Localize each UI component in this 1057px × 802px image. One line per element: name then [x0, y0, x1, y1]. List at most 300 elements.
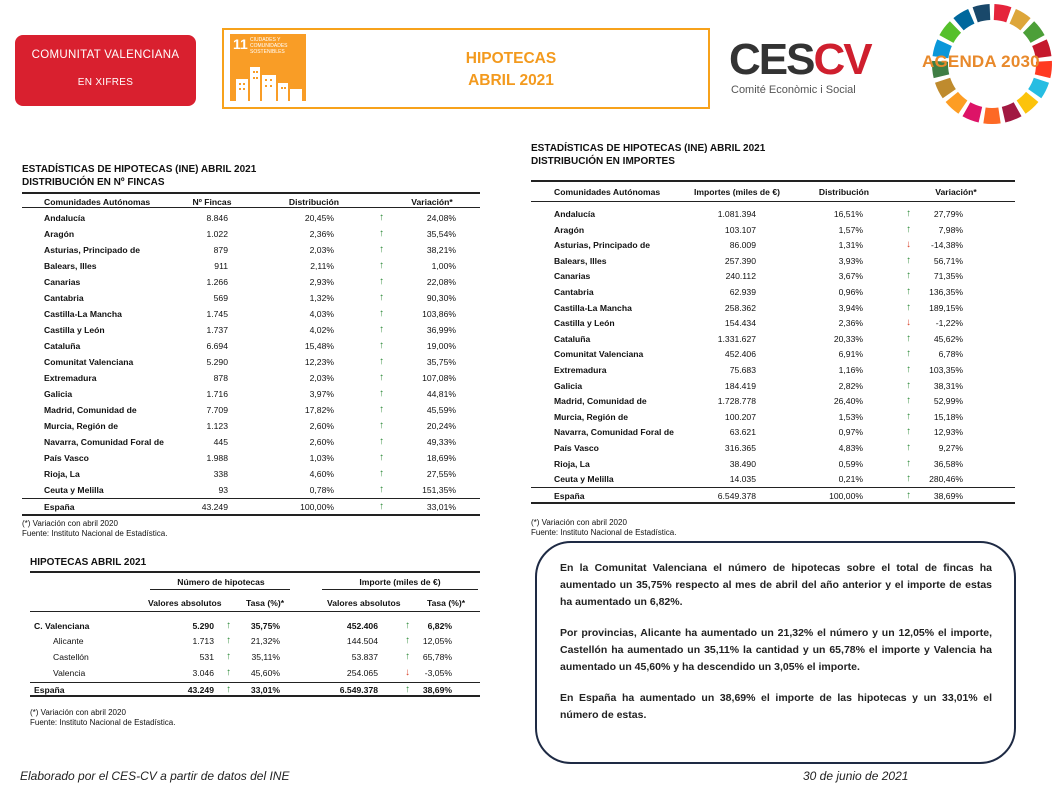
region-distribution: 4,03%	[309, 309, 334, 319]
region-distribution: 0,78%	[309, 485, 334, 495]
table-row	[531, 348, 1015, 364]
arrow-up-icon: ↑	[379, 292, 384, 303]
table-row	[22, 276, 480, 292]
region-distribution: 17,82%	[304, 405, 334, 415]
province-amount-rate: -3,05%	[424, 668, 452, 678]
fincas-caption-line1: ESTADÍSTICAS DE HIPOTECAS (INE) ABRIL 2021	[22, 164, 257, 175]
province-amount-rate: 38,69%	[422, 685, 452, 695]
region-name: Cantabria	[554, 287, 594, 297]
table-row	[30, 652, 480, 666]
arrow-up-icon: ↑	[379, 468, 384, 479]
sub-header-tasa-numero: Tasa (%)*	[246, 598, 285, 608]
region-variation: 151,35%	[422, 485, 456, 495]
arrow-up-icon: ↑	[906, 270, 911, 282]
arrow-up-icon: ↑	[906, 223, 911, 235]
arrow-up-icon: ↑	[379, 420, 384, 431]
sdg-wheel-segment	[939, 21, 961, 43]
region-variation: 18,69%	[426, 453, 456, 463]
region-variation: 38,21%	[426, 245, 456, 255]
region-variation: 20,24%	[426, 421, 456, 431]
region-name: Rioja, La	[44, 469, 80, 479]
table-row	[531, 208, 1015, 224]
sdg-11-icon	[230, 34, 306, 101]
region-distribution: 4,83%	[838, 443, 863, 453]
arrow-up-icon: ↑	[906, 332, 911, 344]
arrow-up-icon: ↑	[379, 404, 384, 415]
province-amount-rate: 65,78%	[422, 652, 452, 662]
cescv-logo	[729, 34, 869, 100]
region-variation: 189,15%	[929, 302, 963, 313]
table-row	[531, 255, 1015, 271]
table-row	[531, 270, 1015, 286]
region-value: 879	[213, 245, 228, 255]
region-variation: 27,79%	[933, 209, 963, 219]
region-distribution: 3,94%	[838, 302, 863, 313]
table-row	[531, 411, 1015, 427]
province-amount: 452.406	[346, 621, 378, 631]
arrow-up-icon: ↑	[906, 457, 911, 469]
region-name: Madrid, Comunidad de	[554, 396, 647, 407]
region-value: 1.022	[206, 229, 228, 239]
region-value: 1.988	[206, 453, 228, 463]
table-row	[22, 324, 480, 340]
fincas-note-source: Fuente: Instituto Nacional de Estadística.	[22, 529, 168, 538]
table-row	[30, 668, 480, 682]
arrow-up-icon: ↑	[906, 254, 911, 266]
cescv-logo-subtitle: Comité Econòmic i Social	[731, 84, 856, 96]
region-value: 7.709	[206, 405, 228, 415]
arrow-up-icon: ↑	[226, 651, 231, 662]
arrow-up-icon: ↑	[226, 684, 231, 695]
region-distribution: 16,51%	[833, 209, 863, 219]
comunitat-valenciana-badge	[15, 35, 196, 106]
province-count: 3.046	[192, 668, 214, 678]
region-distribution: 26,40%	[833, 396, 863, 407]
region-name: Canarias	[554, 271, 591, 282]
province-amount-rate: 12,05%	[422, 636, 452, 646]
region-value: 240.112	[725, 271, 756, 282]
table-row	[531, 286, 1015, 302]
fincas-caption-line2: DISTRIBUCIÓN EN Nº FINCAS	[22, 177, 165, 188]
arrow-up-icon: ↑	[906, 379, 911, 391]
arrow-up-icon: ↑	[906, 395, 911, 407]
region-variation: 36,58%	[933, 458, 963, 469]
region-name: Andalucía	[554, 209, 596, 219]
arrow-up-icon: ↑	[906, 410, 911, 422]
province-amount-rate: 6,82%	[427, 621, 452, 631]
table-row	[22, 404, 480, 420]
region-variation: 45,59%	[426, 405, 456, 415]
sdg-wheel-segment	[1010, 9, 1031, 30]
sdg-label: CIUDADES Y COMUNIDADES SOSTENIBLES	[250, 37, 288, 55]
region-value: 452.406	[724, 349, 756, 360]
region-variation: 38,31%	[933, 380, 963, 391]
region-name: Balears, Illes	[554, 255, 607, 266]
table-row	[22, 468, 480, 484]
arrow-up-icon: ↑	[379, 308, 384, 319]
region-name: Galicia	[554, 380, 583, 391]
region-value: 1.123	[206, 421, 228, 431]
table-row	[531, 426, 1015, 442]
arrow-up-icon: ↑	[405, 651, 410, 662]
province-name: Castellón	[53, 652, 89, 662]
arrow-up-icon: ↑	[906, 348, 911, 360]
region-variation: 103,86%	[422, 309, 456, 319]
region-variation: -14,38%	[930, 240, 963, 251]
region-distribution: 2,82%	[838, 380, 863, 391]
region-distribution: 2,03%	[309, 245, 334, 255]
arrow-up-icon: ↑	[379, 436, 384, 447]
table-header-row	[22, 192, 480, 208]
agenda-2030-text: AGENDA 2030	[922, 52, 1040, 71]
region-variation: 9,27%	[938, 443, 963, 453]
report-title-line1: HIPOTECAS	[465, 50, 557, 67]
region-distribution: 3,97%	[309, 389, 334, 399]
region-name: Cantabria	[44, 293, 84, 303]
table-row	[30, 636, 480, 650]
column-header: Distribución	[288, 197, 340, 207]
region-variation: 45,62%	[933, 333, 963, 344]
table-row	[22, 388, 480, 404]
region-name: Castilla y León	[554, 318, 615, 329]
region-distribution: 15,48%	[304, 341, 334, 351]
region-name: Aragón	[554, 224, 585, 235]
agenda-2030-logo	[916, 4, 1057, 124]
cescv-logo-cv: CV	[813, 35, 871, 84]
region-distribution: 1,16%	[838, 365, 863, 375]
provincias-note-variation: (*) Variación con abril 2020	[30, 708, 126, 717]
region-distribution: 0,59%	[838, 458, 863, 469]
report-title-line2: ABRIL 2021	[468, 72, 554, 89]
region-distribution: 0,21%	[838, 474, 863, 485]
region-name: Navarra, Comunidad Foral de	[554, 427, 674, 438]
region-variation: 38,69%	[933, 490, 963, 501]
region-distribution: 12,23%	[304, 357, 334, 367]
provincias-caption: HIPOTECAS ABRIL 2021	[30, 557, 147, 568]
arrow-down-icon: ↓	[405, 667, 410, 678]
region-value: 93	[218, 485, 228, 495]
table-row	[531, 317, 1015, 333]
region-variation: 22,08%	[426, 277, 456, 287]
region-value: 75.683	[729, 365, 756, 375]
arrow-down-icon: ↓	[906, 239, 911, 251]
badge-subtitle: EN XIFRES	[77, 77, 134, 88]
region-name: Comunitat Valenciana	[44, 357, 134, 367]
table-row	[531, 224, 1015, 240]
region-name: Castilla-La Mancha	[44, 309, 122, 319]
table-row	[22, 356, 480, 372]
table-row	[531, 364, 1015, 380]
table-row	[531, 380, 1015, 396]
importes-note-variation: (*) Variación con abril 2020	[531, 518, 627, 527]
provincias-note-source: Fuente: Instituto Nacional de Estadística.	[30, 718, 176, 727]
region-distribution: 20,45%	[304, 213, 334, 223]
region-name: España	[554, 490, 585, 501]
region-distribution: 2,60%	[309, 437, 334, 447]
region-distribution: 2,11%	[310, 261, 334, 271]
importes-note-source: Fuente: Instituto Nacional de Estadística.	[531, 528, 677, 537]
arrow-up-icon: ↑	[379, 340, 384, 351]
report-title-box	[222, 28, 710, 109]
arrow-up-icon: ↑	[379, 228, 384, 239]
region-variation: 1,00%	[431, 261, 456, 271]
region-name: Andalucía	[44, 213, 86, 223]
table-row	[22, 308, 480, 324]
arrow-up-icon: ↑	[906, 442, 911, 453]
region-distribution: 0,96%	[838, 287, 863, 297]
region-distribution: 2,03%	[309, 373, 334, 383]
region-variation: 136,35%	[929, 287, 963, 297]
region-variation: 15,18%	[933, 411, 963, 422]
region-value: 1.728.778	[717, 396, 756, 407]
region-distribution: 1,53%	[838, 411, 863, 422]
region-name: Canarias	[44, 277, 81, 287]
sub-header-abs-numero: Valores absolutos	[148, 598, 222, 608]
footer-credit: Elaborado por el CES-CV a partir de datos del INE	[20, 769, 290, 783]
region-value: 5.290	[206, 357, 228, 367]
region-name: País Vasco	[44, 453, 89, 463]
column-header: Comunidades Autónomas	[554, 187, 661, 197]
table-row	[531, 395, 1015, 411]
region-value: 43.249	[201, 502, 228, 512]
table-row	[531, 302, 1015, 318]
province-count: 5.290	[192, 621, 214, 631]
province-count-rate: 35,11%	[251, 652, 280, 662]
region-name: Rioja, La	[554, 458, 590, 469]
province-count-rate: 21,32%	[250, 636, 280, 646]
arrow-up-icon: ↑	[405, 684, 410, 695]
region-value: 257.390	[724, 255, 756, 266]
column-header: Variación*	[411, 197, 453, 207]
province-name: Alicante	[53, 636, 84, 646]
region-variation: 12,93%	[933, 427, 963, 438]
sdg-wheel-segment	[962, 102, 982, 122]
arrow-up-icon: ↑	[906, 364, 911, 375]
region-variation: 27,55%	[426, 469, 456, 479]
table-row	[531, 442, 1015, 458]
table-row	[30, 621, 480, 635]
region-distribution: 1,57%	[838, 224, 863, 235]
footer-date: 30 de junio de 2021	[803, 769, 909, 783]
arrow-up-icon: ↑	[379, 244, 384, 255]
sdg-wheel-segment	[994, 4, 1012, 22]
region-name: Ceuta y Melilla	[44, 485, 104, 495]
region-variation: 24,08%	[426, 213, 456, 223]
table-row	[22, 212, 480, 228]
fincas-table	[22, 192, 480, 514]
table-row	[22, 420, 480, 436]
province-name: Valencia	[53, 668, 86, 678]
region-value: 316.365	[724, 443, 756, 453]
report-title	[314, 48, 708, 92]
arrow-up-icon: ↑	[906, 301, 911, 313]
arrow-up-icon: ↑	[906, 286, 911, 297]
region-value: 38.490	[729, 458, 756, 469]
region-value: 569	[213, 293, 228, 303]
region-distribution: 4,02%	[309, 325, 334, 335]
province-count: 43.249	[187, 685, 214, 695]
summary-paragraph-2: Por provincias, Alicante ha aumentado un 21,32% el número y un 12,05% el importe, Castellón ha aumentado un 35,11% la cantidad y un 65,78% el importe y Valencia ha aumentado un 45,60% y ha descendido un 3,05% el importe.	[560, 627, 992, 673]
region-distribution: 3,67%	[838, 271, 863, 282]
region-variation: 44,81%	[426, 389, 456, 399]
arrow-up-icon: ↑	[405, 635, 410, 646]
region-name: Aragón	[44, 229, 75, 239]
region-variation: -1,22%	[935, 318, 963, 329]
total-row	[531, 487, 1015, 505]
region-value: 62.939	[729, 287, 756, 297]
region-name: Navarra, Comunidad Foral de	[44, 437, 164, 447]
region-name: Extremadura	[44, 373, 97, 383]
table-row	[22, 340, 480, 356]
region-name: Madrid, Comunidad de	[44, 405, 137, 415]
region-value: 154.434	[724, 318, 756, 329]
region-distribution: 3,93%	[838, 255, 863, 266]
region-variation: 103,35%	[929, 365, 963, 375]
column-header: Nº Fincas	[192, 197, 232, 207]
sdg-wheel-segment	[1002, 102, 1022, 122]
arrow-up-icon: ↑	[379, 452, 384, 463]
column-header: Variación*	[935, 187, 977, 197]
column-header: Importes (miles de €)	[694, 187, 780, 197]
provincias-notes	[30, 708, 175, 728]
region-value: 1.266	[206, 277, 228, 287]
table-row	[22, 228, 480, 244]
region-variation: 33,01%	[426, 502, 456, 512]
group-numero-header: Número de hipotecas	[177, 577, 265, 587]
total-row	[22, 498, 480, 516]
sdg-wheel-segment	[946, 92, 968, 114]
region-value: 6.549.378	[717, 490, 756, 501]
province-count-rate: 45,60%	[250, 668, 280, 678]
region-distribution: 2,93%	[309, 277, 334, 287]
region-value: 63.621	[729, 427, 756, 438]
fincas-caption	[22, 163, 256, 189]
region-variation: 35,75%	[426, 357, 456, 367]
table-row	[22, 260, 480, 276]
province-name: España	[34, 685, 65, 695]
region-name: País Vasco	[554, 443, 599, 453]
cescv-logo-ces: CES	[729, 35, 814, 84]
region-value: 1.737	[206, 325, 228, 335]
region-distribution: 1,31%	[838, 240, 863, 251]
table-row	[531, 458, 1015, 474]
table-row	[22, 372, 480, 388]
region-name: Asturias, Principado de	[554, 240, 650, 251]
arrow-down-icon: ↓	[906, 317, 911, 329]
region-name: Cataluña	[44, 341, 81, 351]
region-distribution: 2,60%	[309, 421, 334, 431]
region-variation: 52,99%	[933, 396, 963, 407]
table-row	[22, 292, 480, 308]
region-name: Castilla y León	[44, 325, 105, 335]
region-variation: 7,98%	[938, 224, 963, 235]
region-name: Castilla-La Mancha	[554, 302, 632, 313]
region-variation: 90,30%	[426, 293, 456, 303]
region-value: 338	[213, 469, 228, 479]
region-distribution: 4,60%	[309, 469, 334, 479]
region-name: Comunitat Valenciana	[554, 349, 644, 360]
city-buildings-icon	[232, 61, 304, 101]
region-distribution: 2,36%	[309, 229, 334, 239]
region-value: 1.081.394	[717, 209, 756, 219]
region-name: Cataluña	[554, 333, 591, 344]
province-count-rate: 33,01%	[250, 685, 280, 695]
arrow-up-icon: ↑	[379, 260, 384, 271]
region-distribution: 20,33%	[833, 333, 863, 344]
importes-table	[531, 180, 1015, 510]
arrow-up-icon: ↑	[226, 667, 231, 678]
sdg-wheel-segment	[1028, 78, 1049, 98]
arrow-up-icon: ↑	[906, 489, 911, 501]
summary-paragraph-1: En la Comunitat Valenciana el número de hipotecas sobre el total de fincas ha aumentado un 35,75% respecto al mes de abril del año anterior y el importe de estas ha aumentado un 6,82%.	[560, 562, 992, 608]
region-variation: 19,00%	[426, 341, 456, 351]
sub-header-abs-importe: Valores absolutos	[327, 598, 401, 608]
region-value: 86.009	[729, 240, 756, 251]
arrow-up-icon: ↑	[379, 501, 384, 512]
arrow-up-icon: ↑	[226, 620, 231, 631]
importes-caption	[531, 142, 765, 168]
province-name: C. Valenciana	[34, 621, 90, 631]
region-value: 445	[213, 437, 228, 447]
province-count: 1.713	[192, 636, 214, 646]
region-name: Asturias, Principado de	[44, 245, 140, 255]
sdg-wheel-segment	[935, 78, 956, 98]
arrow-up-icon: ↑	[379, 356, 384, 367]
region-distribution: 0,97%	[838, 427, 863, 438]
region-variation: 56,71%	[933, 255, 963, 266]
province-amount: 144.504	[346, 636, 378, 646]
sdg-wheel-segment	[1023, 21, 1045, 43]
region-variation: 35,54%	[426, 229, 456, 239]
region-value: 878	[213, 373, 228, 383]
region-variation: 49,33%	[426, 437, 456, 447]
arrow-up-icon: ↑	[379, 372, 384, 383]
arrow-up-icon: ↑	[379, 276, 384, 287]
importes-caption-line1: ESTADÍSTICAS DE HIPOTECAS (INE) ABRIL 2021	[531, 143, 766, 154]
summary-paragraph-3: En España ha aumentado un 38,69% el importe de las hipotecas y un 33,01% el número de estas.	[560, 692, 992, 721]
region-value: 184.419	[724, 380, 756, 391]
province-count: 531	[199, 652, 214, 662]
arrow-up-icon: ↑	[906, 426, 911, 438]
province-amount: 6.549.378	[339, 685, 378, 695]
region-value: 1.331.627	[717, 333, 756, 344]
total-row	[30, 682, 480, 697]
region-value: 100.207	[724, 411, 756, 422]
table-row	[22, 436, 480, 452]
region-value: 8.846	[206, 213, 228, 223]
arrow-up-icon: ↑	[906, 473, 911, 485]
province-count-rate: 35,75%	[250, 621, 280, 631]
region-name: Ceuta y Melilla	[554, 474, 614, 485]
group-importe-header: Importe (miles de €)	[359, 577, 441, 587]
region-name: Galicia	[44, 389, 73, 399]
region-variation: 6,78%	[938, 349, 963, 360]
column-header: Distribución	[818, 187, 870, 197]
sdg-wheel-segment	[953, 9, 974, 30]
province-amount: 254.065	[346, 668, 378, 678]
provincias-table	[30, 571, 480, 699]
region-value: 103.107	[724, 224, 756, 235]
arrow-up-icon: ↑	[906, 208, 911, 219]
table-header-row	[531, 180, 1015, 202]
table-row	[531, 239, 1015, 255]
sub-header-tasa-importe: Tasa (%)*	[427, 598, 466, 608]
column-header: Comunidades Autónomas	[44, 197, 151, 207]
arrow-up-icon: ↑	[379, 388, 384, 399]
badge-title: COMUNITAT VALENCIANA	[31, 49, 180, 61]
fincas-note-variation: (*) Variación con abril 2020	[22, 519, 118, 528]
region-name: España	[44, 502, 75, 512]
